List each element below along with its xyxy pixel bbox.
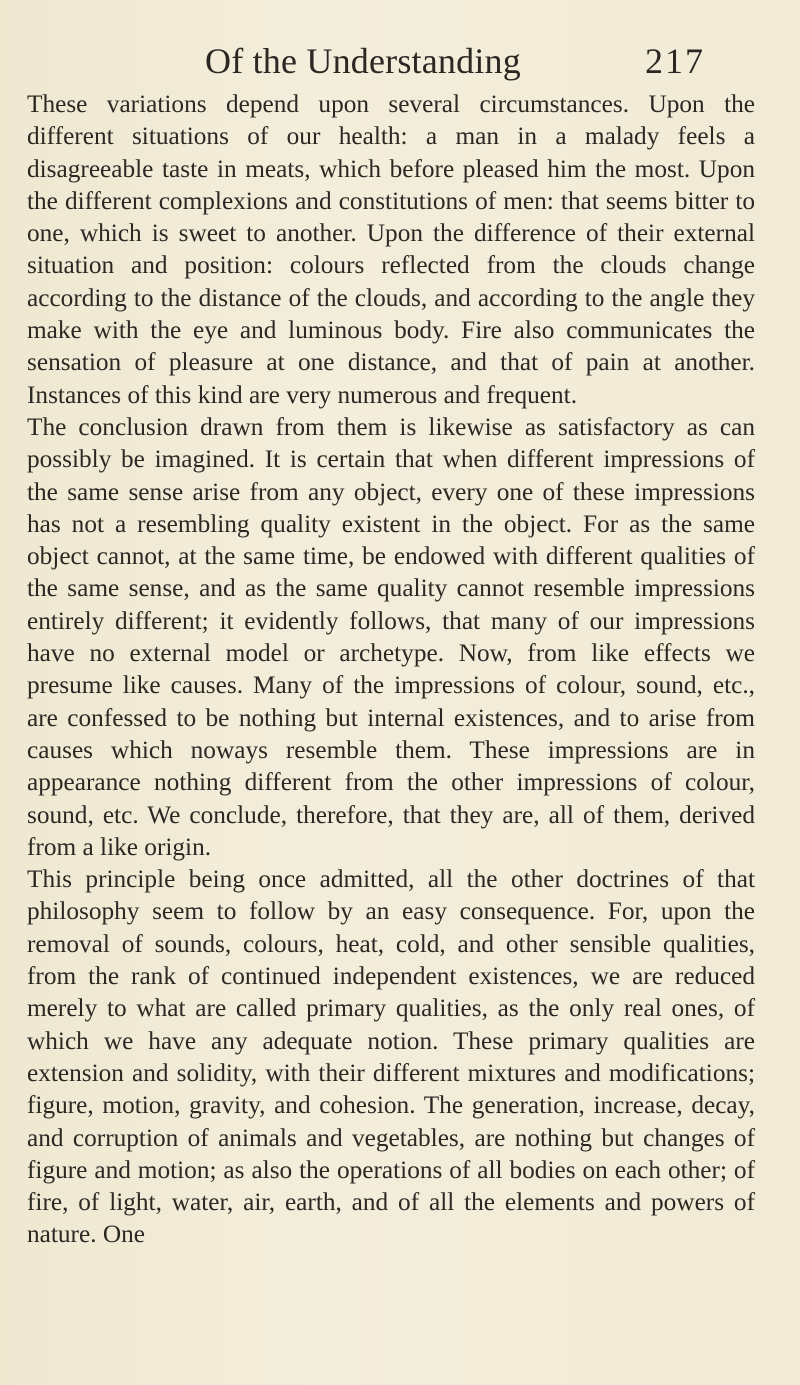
running-head — [205, 40, 745, 90]
paragraph: These variations depend upon several circumstances. Upon the different situations of our health: a man in a malady feels a disagreeable taste in meats, which before pleased him the most. Upon the different complexions and constitutions of men: that seems bitter to one, which is sweet to another. Upon the difference of their external situation and position: colours reflected from the clouds change according to the distance of the clouds, and according to the angle they make with the eye and luminous body. Fire also communicates the sensation of pleasure at one distance, and that of pain at another. Instances of this kind are very numerous and frequent. — [27, 90, 755, 409]
paragraph: The conclusion drawn from them is likewise as satisfactory as can possibly be imagined. It is certain that when different impressions of the same sense arise from any object, every one of these impressions has not a resembling quality existent in the object. For as the same object cannot, at the same time, be endowed with different qualities of the same sense, and as the same quality cannot resemble impressions entirely different; it evidently follows, that many of our impressions have no external model or archetype. Now, from like effects we presume like causes. Many of the impressions of colour, sound, etc., are confessed to be nothing but internal existences, and to arise from causes which noways resemble them. These impressions are in appearance nothing different from the other impressions of colour, sound, etc. We conclude, therefore, that they are, all of them, derived from a like origin. — [27, 412, 755, 861]
page-number: 217 — [645, 41, 705, 81]
body-text — [27, 88, 755, 1251]
running-title: Of the Understanding — [205, 41, 521, 81]
paragraph: This principle being once admitted, all the other doctrines of that philosophy seem to follow by an easy consequence. For, upon the removal of sounds, colours, heat, cold, and other sensible qualities, from the rank of continued independent existences, we are reduced merely to what are called primary qualities, as the only real ones, of which we have any adequate notion. These primary qualities are extension and solidity, with their different mixtures and modifications; figure, motion, gravity, and cohesion. The generation, increase, decay, and corruption of animals and vegetables, are nothing but changes of figure and motion; as also the operations of all bodies on each other; of fire, of light, water, air, earth, and of all the elements and powers of nature. One — [27, 865, 755, 1249]
